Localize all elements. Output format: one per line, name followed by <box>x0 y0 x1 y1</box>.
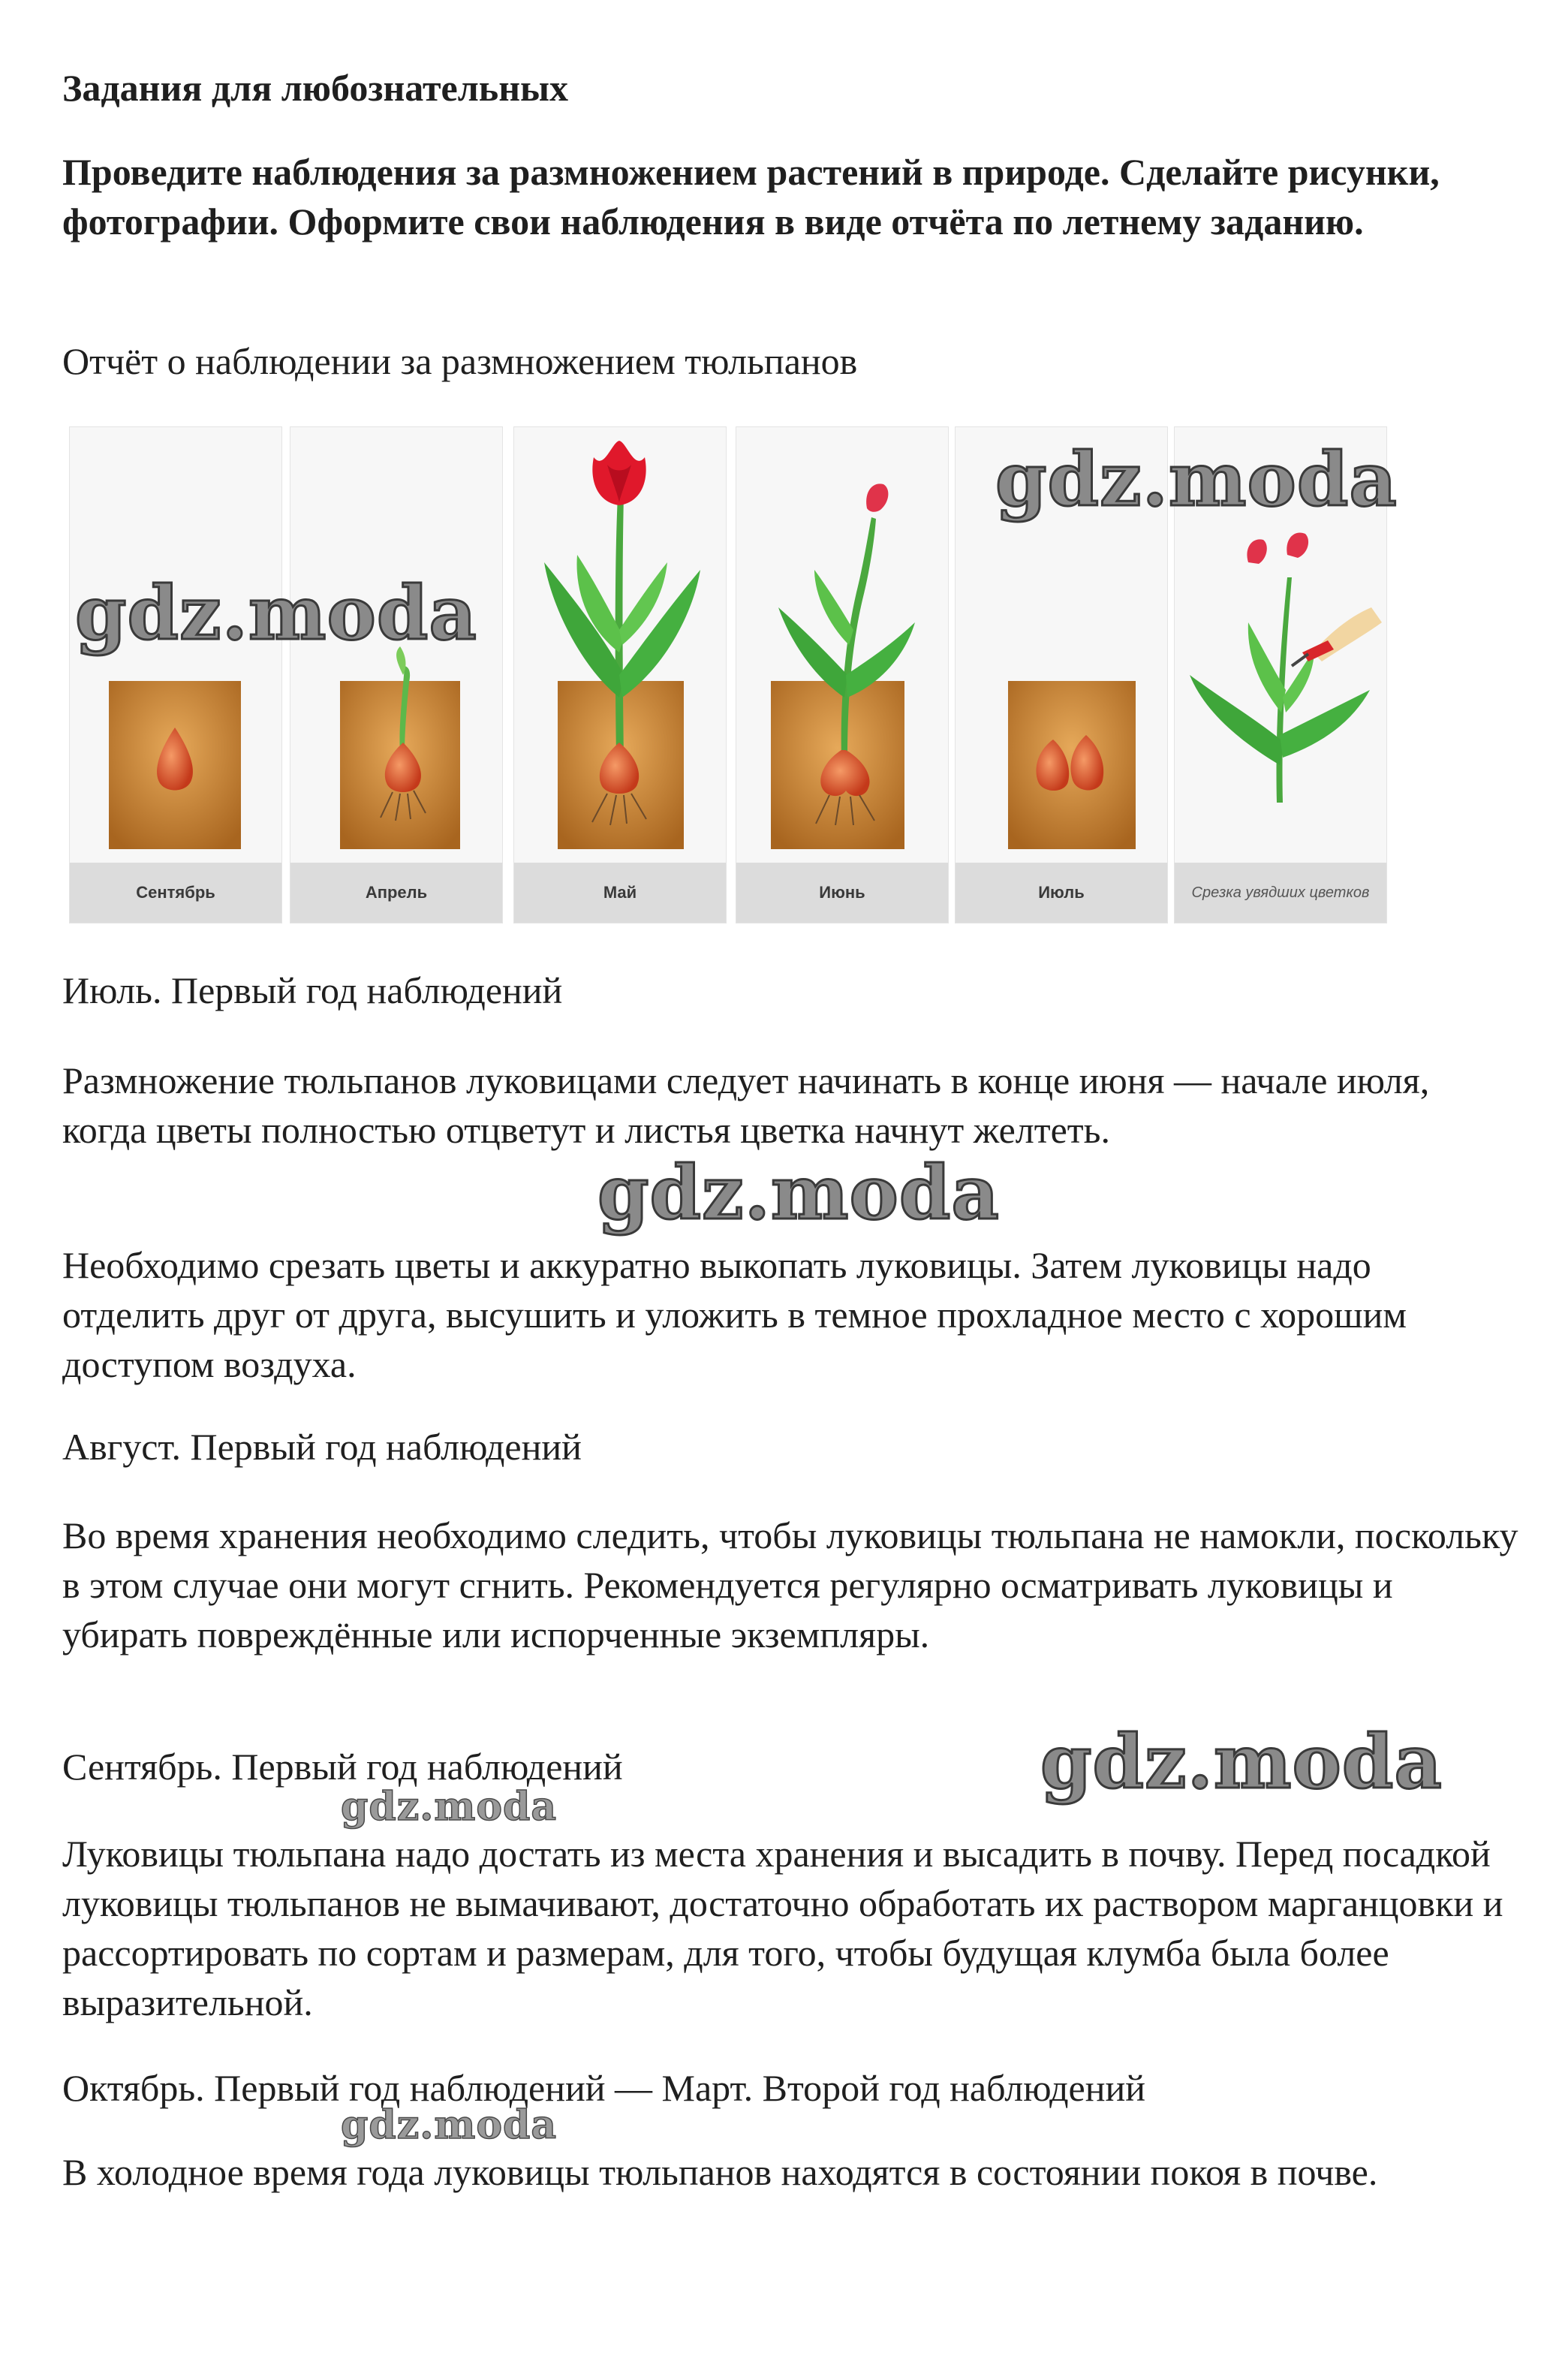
panel-may <box>513 426 727 923</box>
section-paragraph: В холодное время года луковицы тюльпанов находятся в состоянии покоя в почве. <box>62 2151 1378 2193</box>
section-heading-october-march: Октябрь. Первый год наблюдений — Март. Второй год наблюдений <box>62 2067 1145 2109</box>
panel-caption: Май <box>514 863 726 923</box>
section-paragraph: Необходимо срезать цветы и аккуратно выкопать луковицы. Затем луковицы надо отделить друг от друга, высушить и уложить в темное прохладное место с хорошим доступом воздуха. <box>62 1244 1407 1385</box>
report-title: Отчёт о наблюдении за размножением тюльпанов <box>62 340 858 382</box>
watermark: gdz.moda <box>341 2102 558 2148</box>
watermark: gdz.moda <box>597 1150 1000 1237</box>
fading-tulip-illustration <box>736 427 950 863</box>
section-paragraph: Во время хранения необходимо следить, чтобы луковицы тюльпана не намокли, поскольку в этом случае они могут сгнить. Рекомендуется регулярно осматривать луковицы и убирать повреждённые или испорченные экземпляры. <box>62 1514 1518 1655</box>
panel-june <box>736 426 949 923</box>
watermark: gdz.moda <box>341 1784 558 1830</box>
task-text: Проведите наблюдения за размножением растений в природе. Сделайте рисунки, фотографии. Оформите свои наблюдения в виде отчёта по летнему заданию. <box>62 151 1440 243</box>
panel-september <box>69 426 282 923</box>
panel-caption: Июль <box>956 863 1167 923</box>
watermark: gdz.moda <box>1040 1719 1443 1806</box>
blooming-tulip-illustration <box>514 427 727 863</box>
section-heading-july: Июль. Первый год наблюдений <box>62 969 563 1011</box>
watermark: gdz.moda <box>75 571 477 657</box>
panel-caption: Срезка увядших цветков <box>1175 863 1386 923</box>
section-paragraph: Луковицы тюльпана надо достать из места хранения и высадить в почву. Перед посадкой луковицы тюльпанов не вымачивают, достаточно обработать их раствором марганцовки и рассортировать по сортам и размерам, для того, чтобы будущая клумба была более выразительной. <box>62 1833 1503 2023</box>
panel-april <box>290 426 503 923</box>
panel-caption: Сентябрь <box>70 863 281 923</box>
section-heading-august: Август. Первый год наблюдений <box>62 1426 582 1468</box>
watermark: gdz.moda <box>995 437 1398 523</box>
page-heading: Задания для любознательных <box>62 67 569 109</box>
section-heading-september: Сентябрь. Первый год наблюдений <box>62 1746 623 1788</box>
panel-caption: Апрель <box>290 863 502 923</box>
section-paragraph: Размножение тюльпанов луковицами следует начинать в конце июня — начале июля, когда цветы полностью отцветут и листья цветка начнут желтеть. <box>62 1059 1430 1151</box>
panel-caption: Июнь <box>736 863 948 923</box>
